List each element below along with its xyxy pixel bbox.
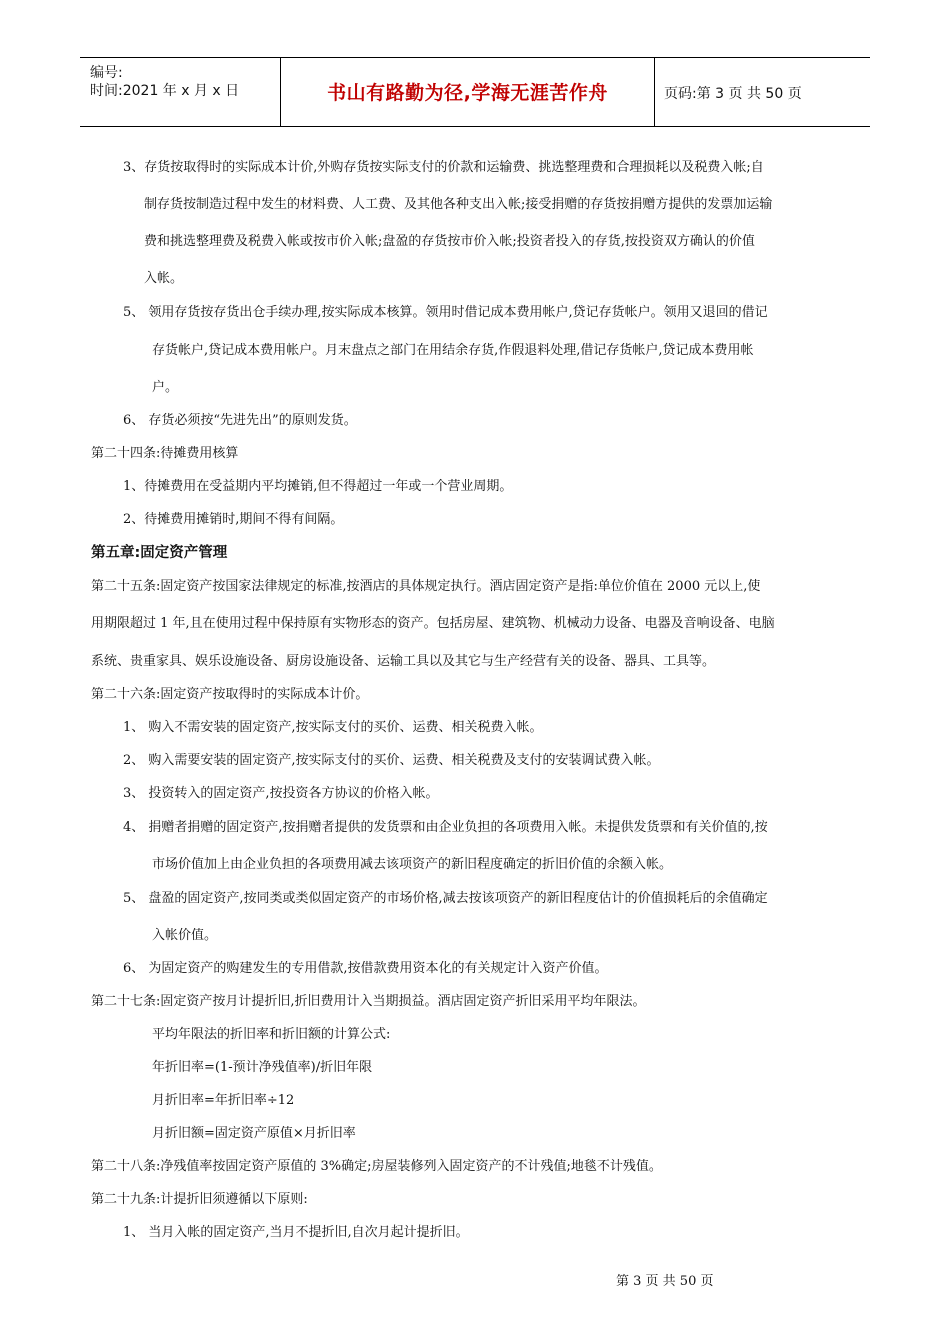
paragraph-line: 4、 捐赠者捐赠的固定资产,按捐赠者提供的发货票和由企业负担的各项费用入帐。未提供发货票和有关价值的,按 [123,820,768,835]
paragraph-line: 3、 投资转入的固定资产,按投资各方协议的价格入帐。 [123,786,439,801]
document-number-label: 编号: [90,65,123,81]
motto-text: 书山有路勤为径,学海无涯苦作舟 [327,82,608,104]
paragraph-line: 5、 领用存货按存货出仓手续办理,按实际成本核算。领用时借记成本费用帐户,贷记存货帐户。领用又退回的借记 [123,305,768,320]
footer-page-number: 第 3 页 共 50 页 [616,1274,714,1289]
paragraph-line: 第二十五条:固定资产按国家法律规定的标准,按酒店的具体规定执行。酒店固定资产是指:单位价值在 2000 元以上,使 [91,579,761,594]
article-title: 第二十七条:固定资产按月计提折旧,折旧费用计入当期损益。酒店固定资产折旧采用平均年限法。 [91,994,646,1009]
article-title: 第二十八条:净残值率按固定资产原值的 3%确定;房屋装修列入固定资产的不计残值;地毯不计残值。 [91,1159,662,1174]
paragraph-line: 3、存货按取得时的实际成本计价,外购存货按实际支付的价款和运输费、挑选整理费和合理损耗以及税费入帐;自 [123,160,764,175]
paragraph-line: 存货帐户,贷记成本费用帐户。月末盘点之部门在用结余存货,作假退料处理,借记存货帐户,贷记成本费用帐 [152,343,754,358]
paragraph-line: 1、 当月入帐的固定资产,当月不提折旧,自次月起计提折旧。 [123,1225,469,1240]
paragraph-line: 用期限超过 1 年,且在使用过程中保持原有实物形态的资产。包括房屋、建筑物、机械动力设备、电器及音响设备、电脑 [91,616,775,631]
header-page-cell [654,58,870,126]
paragraph-line: 平均年限法的折旧率和折旧额的计算公式: [152,1027,391,1042]
article-title: 第二十九条:计提折旧须遵循以下原则: [91,1192,308,1207]
header-meta-cell [80,58,280,126]
paragraph-line: 系统、贵重家具、娱乐设施设备、厨房设施设备、运输工具以及其它与生产经营有关的设备、器具、工具等。 [91,654,716,669]
paragraph-line: 市场价值加上由企业负担的各项费用减去该项资产的新旧程度确定的折旧价值的余额入帐。 [152,857,673,872]
paragraph-line: 2、 购入需要安装的固定资产,按实际支付的买价、运费、相关税费及支付的安装调试费入帐。 [123,753,660,768]
document-time-label: 时间:2021 年 x 月 x 日 [90,83,240,99]
document-header [80,57,870,127]
paragraph-line: 费和挑选整理费及税费入帐或按市价入帐;盘盈的存货按市价入帐;投资者投入的存货,按投资双方确认的价值 [144,234,755,249]
article-title: 第二十四条:待摊费用核算 [91,446,239,461]
paragraph-line: 制存货按制造过程中发生的材料费、人工费、及其他各种支出入帐;接受捐赠的存货按捐赠方提供的发票加运输 [144,197,773,212]
paragraph-line: 5、 盘盈的固定资产,按同类或类似固定资产的市场价格,减去按该项资产的新旧程度估计的价值损耗后的余值确定 [123,891,768,906]
paragraph-line: 6、 为固定资产的购建发生的专用借款,按借款费用资本化的有关规定计入资产价值。 [123,961,608,976]
paragraph-line: 入帐价值。 [152,928,218,943]
paragraph-line: 1、待摊费用在受益期内平均摊销,但不得超过一年或一个营业周期。 [123,479,513,494]
header-page-number: 页码:第 3 页 共 50 页 [664,86,802,102]
formula-line: 年折旧率=(1-预计净残值率)/折旧年限 [152,1060,373,1075]
formula-line: 月折旧率=年折旧率÷12 [152,1093,295,1108]
header-motto-cell [280,58,655,126]
paragraph-line: 户。 [152,380,179,395]
formula-line: 月折旧额=固定资产原值×月折旧率 [152,1126,356,1141]
chapter-heading: 第五章:固定资产管理 [91,545,228,561]
paragraph-line: 6、 存货必须按“先进先出”的原则发货。 [123,413,357,428]
paragraph-line: 1、 购入不需安装的固定资产,按实际支付的买价、运费、相关税费入帐。 [123,720,543,735]
article-title: 第二十六条:固定资产按取得时的实际成本计价。 [91,687,369,702]
paragraph-line: 入帐。 [144,271,184,286]
paragraph-line: 2、待摊费用摊销时,期间不得有间隔。 [123,512,344,527]
